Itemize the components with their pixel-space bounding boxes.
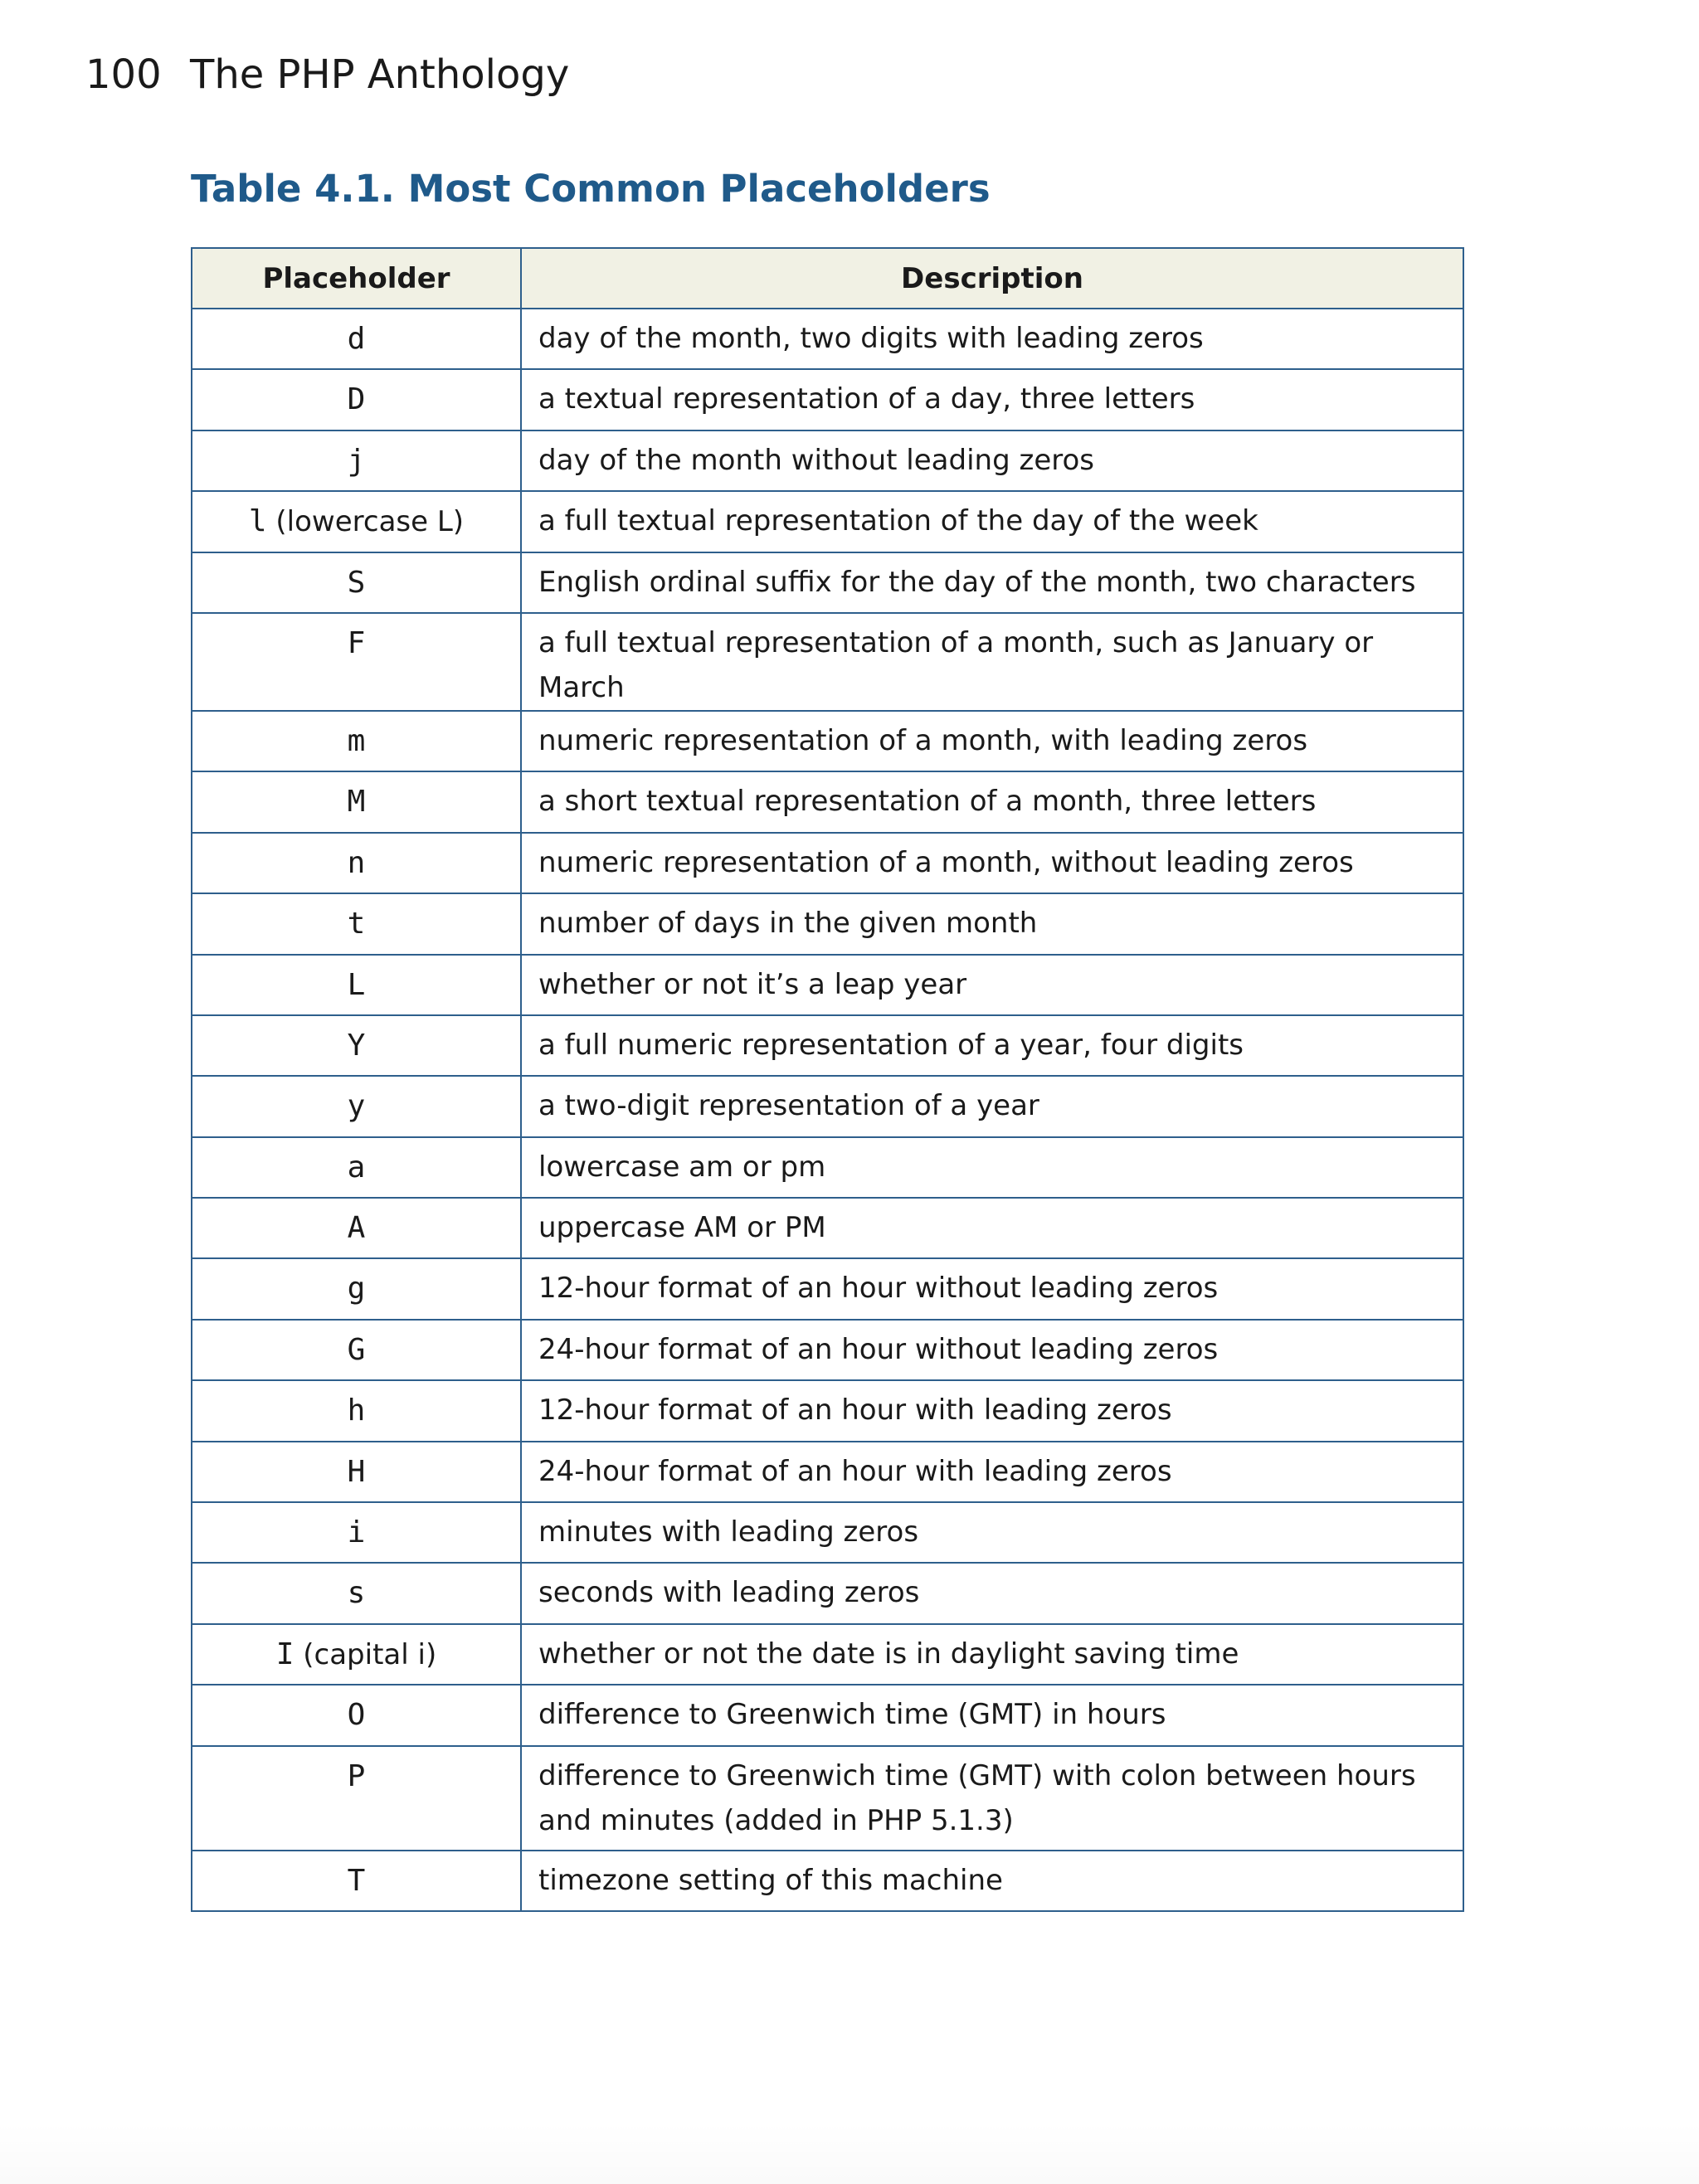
placeholder-cell: [192, 430, 521, 491]
description-cell: seconds with leading zeros: [521, 1563, 1463, 1623]
placeholder-code: h: [347, 1394, 366, 1428]
placeholders-table: [191, 247, 1464, 1912]
placeholder-cell: [192, 1502, 521, 1563]
description-cell: difference to Greenwich time (GMT) in hours: [521, 1685, 1463, 1745]
table-row: [192, 1320, 1463, 1380]
page-number: 100: [85, 51, 162, 98]
placeholder-code: A: [347, 1211, 366, 1246]
placeholder-code: I: [275, 1637, 295, 1671]
placeholder-cell: [192, 1258, 521, 1319]
placeholder-code: a: [347, 1150, 366, 1184]
description-cell: difference to Greenwich time (GMT) with colon between hours and minutes (added in PHP 5.1.3): [521, 1746, 1463, 1851]
table-header-row: [192, 248, 1463, 309]
column-header-description: Description: [521, 248, 1463, 309]
table-row: [192, 430, 1463, 491]
description-cell: number of days in the given month: [521, 893, 1463, 954]
table-row: [192, 1746, 1463, 1851]
description-cell: 24-hour format of an hour with leading zeros: [521, 1442, 1463, 1502]
table-row: [192, 1137, 1463, 1198]
table-row: [192, 1198, 1463, 1258]
description-cell: day of the month without leading zeros: [521, 430, 1463, 491]
table-row: [192, 833, 1463, 893]
placeholder-cell: [192, 1137, 521, 1198]
table-row: [192, 1258, 1463, 1319]
placeholder-code: S: [347, 565, 366, 600]
placeholder-code: D: [347, 382, 366, 417]
table-row: [192, 491, 1463, 552]
placeholder-cell: [192, 1076, 521, 1136]
placeholder-cell: [192, 1746, 521, 1851]
description-cell: 12-hour format of an hour with leading zeros: [521, 1380, 1463, 1441]
table-body: [192, 309, 1463, 1911]
description-cell: timezone setting of this machine: [521, 1851, 1463, 1911]
placeholder-code: j: [347, 443, 366, 478]
table-row: [192, 955, 1463, 1015]
description-cell: whether or not the date is in daylight saving time: [521, 1624, 1463, 1685]
table-row: [192, 1502, 1463, 1563]
placeholder-cell: [192, 1320, 521, 1380]
placeholder-code: n: [347, 845, 366, 880]
placeholder-cell: [192, 771, 521, 832]
table-row: [192, 369, 1463, 430]
description-cell: numeric representation of a month, with leading zeros: [521, 711, 1463, 771]
description-cell: minutes with leading zeros: [521, 1502, 1463, 1563]
book-title: The PHP Anthology: [190, 51, 570, 98]
placeholder-cell: [192, 1380, 521, 1441]
description-cell: 24-hour format of an hour without leading zeros: [521, 1320, 1463, 1380]
placeholder-code: t: [347, 907, 366, 941]
placeholder-code: O: [347, 1698, 366, 1733]
placeholder-cell: [192, 552, 521, 613]
placeholder-cell: [192, 369, 521, 430]
placeholder-note: (capital i): [303, 1637, 437, 1671]
description-cell: 12-hour format of an hour without leading zeros: [521, 1258, 1463, 1319]
table-row: [192, 1380, 1463, 1441]
placeholder-code: P: [347, 1758, 366, 1793]
table-row: [192, 1624, 1463, 1685]
running-header: [85, 48, 569, 101]
table-row: [192, 1015, 1463, 1076]
description-cell: numeric representation of a month, without leading zeros: [521, 833, 1463, 893]
placeholder-code: g: [347, 1272, 366, 1306]
description-cell: a two-digit representation of a year: [521, 1076, 1463, 1136]
placeholder-cell: [192, 309, 521, 369]
table-row: [192, 1442, 1463, 1502]
description-cell: a full textual representation of the day of the week: [521, 491, 1463, 552]
placeholder-note: (lowercase L): [275, 505, 465, 539]
table-row: [192, 711, 1463, 771]
placeholder-cell: [192, 1442, 521, 1502]
placeholder-cell: [192, 491, 521, 552]
placeholder-code: l: [248, 504, 267, 539]
description-cell: a short textual representation of a month, three letters: [521, 771, 1463, 832]
table-row: [192, 893, 1463, 954]
description-cell: a textual representation of a day, three letters: [521, 369, 1463, 430]
placeholder-code: L: [347, 967, 366, 1002]
placeholder-cell: [192, 1015, 521, 1076]
placeholder-cell: [192, 1851, 521, 1911]
placeholder-code: Y: [347, 1028, 366, 1063]
placeholder-cell: [192, 1624, 521, 1685]
placeholder-cell: [192, 893, 521, 954]
placeholder-cell: [192, 1563, 521, 1623]
table-row: [192, 1685, 1463, 1745]
placeholder-cell: [192, 955, 521, 1015]
placeholder-code: G: [347, 1332, 366, 1367]
placeholder-code: m: [347, 723, 366, 758]
table-row: [192, 613, 1463, 711]
table-caption: Table 4.1. Most Common Placeholders: [191, 167, 991, 211]
placeholder-code: y: [347, 1089, 366, 1124]
description-cell: English ordinal suffix for the day of the month, two characters: [521, 552, 1463, 613]
column-header-placeholder: Placeholder: [192, 248, 521, 309]
table-row: [192, 552, 1463, 613]
description-cell: lowercase am or pm: [521, 1137, 1463, 1198]
description-cell: uppercase AM or PM: [521, 1198, 1463, 1258]
description-cell: whether or not it’s a leap year: [521, 955, 1463, 1015]
placeholder-cell: [192, 833, 521, 893]
placeholder-cell: [192, 711, 521, 771]
table-row: [192, 1563, 1463, 1623]
placeholder-cell: [192, 1198, 521, 1258]
table-row: [192, 771, 1463, 832]
placeholder-code: F: [347, 625, 366, 660]
description-cell: a full numeric representation of a year, four digits: [521, 1015, 1463, 1076]
description-cell: a full textual representation of a month, such as January or March: [521, 613, 1463, 711]
placeholder-code: i: [347, 1515, 366, 1550]
placeholder-cell: [192, 1685, 521, 1745]
page-bottom-shade: [0, 2123, 1699, 2184]
placeholder-code: d: [347, 322, 366, 356]
table-row: [192, 1851, 1463, 1911]
placeholder-cell: [192, 613, 521, 711]
table-row: [192, 309, 1463, 369]
placeholder-code: M: [347, 785, 366, 820]
placeholder-code: T: [347, 1863, 366, 1898]
placeholder-code: s: [347, 1576, 366, 1611]
table-row: [192, 1076, 1463, 1136]
placeholder-code: H: [347, 1454, 366, 1489]
description-cell: day of the month, two digits with leading zeros: [521, 309, 1463, 369]
